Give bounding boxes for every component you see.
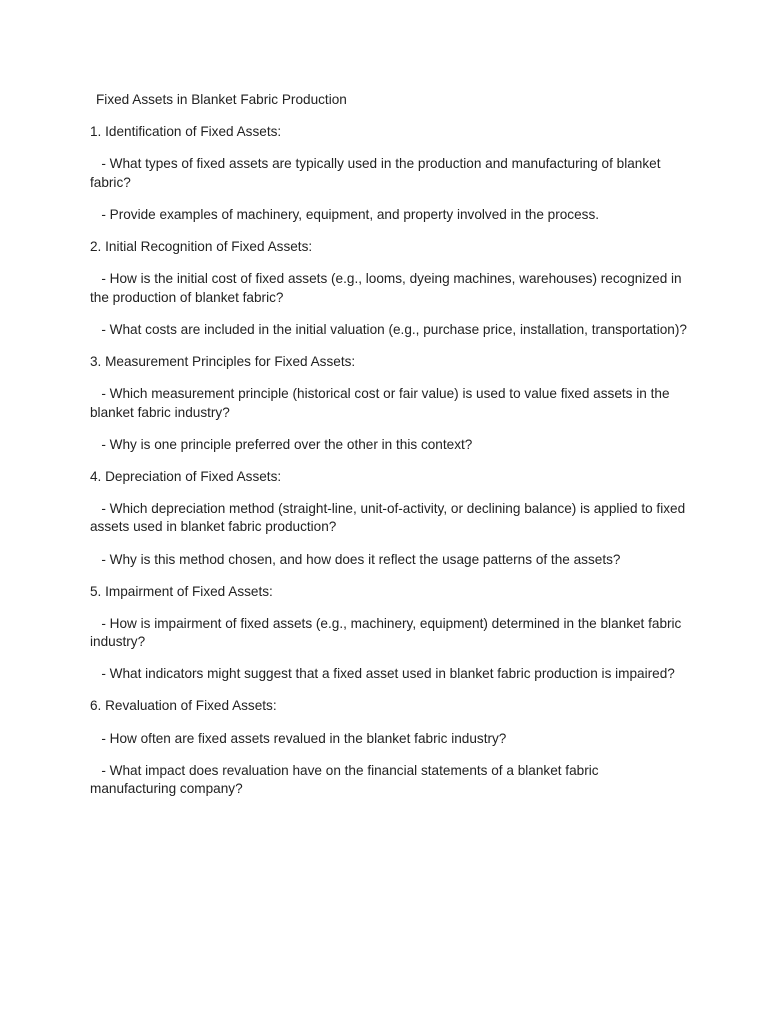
question-item: - How is impairment of fixed assets (e.g., machinery, equipment) determined in the blanket fabric industry? (90, 615, 686, 650)
section-heading: 2. Initial Recognition of Fixed Assets: (90, 238, 313, 254)
question-item: - What indicators might suggest that a fixed asset used in blanket fabric production is impaired? (90, 666, 675, 682)
question-item: - Why is this method chosen, and how does it reflect the usage patterns of the assets? (90, 551, 621, 567)
section-heading: 6. Revaluation of Fixed Assets: (90, 698, 277, 714)
question-item: - Which depreciation method (straight-line, unit-of-activity, or declining balance) is applied to fixed assets used in blanket fabric production? (90, 500, 689, 535)
document-title: Fixed Assets in Blanket Fabric Production (96, 92, 347, 107)
section-measurement-principles (90, 353, 688, 454)
section-identification (90, 123, 688, 224)
question-item: - How often are fixed assets revalued in the blanket fabric industry? (90, 730, 507, 746)
question-item: - Why is one principle preferred over the other in this context? (90, 436, 473, 452)
section-heading: 4. Depreciation of Fixed Assets: (90, 468, 282, 484)
question-item: - How is the initial cost of fixed assets (e.g., looms, dyeing machines, warehouses) recognized in the production of blanket fabric? (90, 271, 686, 305)
section-heading: 3. Measurement Principles for Fixed Assets: (90, 353, 356, 369)
section-revaluation (90, 697, 688, 798)
question-item: - Provide examples of machinery, equipment, and property involved in the process. (90, 206, 600, 222)
section-depreciation (90, 468, 688, 569)
question-item: - What costs are included in the initial valuation (e.g., purchase price, installation, transportation)? (90, 321, 687, 337)
question-item: - Which measurement principle (historical cost or fair value) is used to value fixed assets in the blanket fabric industry? (90, 385, 674, 420)
section-impairment (90, 583, 688, 684)
section-initial-recognition (90, 238, 688, 339)
question-item: - What types of fixed assets are typically used in the production and manufacturing of blanket fabric? (90, 156, 665, 190)
document-body (90, 91, 688, 812)
section-heading: 5. Impairment of Fixed Assets: (90, 583, 273, 599)
section-heading: 1. Identification of Fixed Assets: (90, 124, 282, 140)
question-item: - What impact does revaluation have on the financial statements of a blanket fabric manufacturing company? (90, 762, 603, 797)
